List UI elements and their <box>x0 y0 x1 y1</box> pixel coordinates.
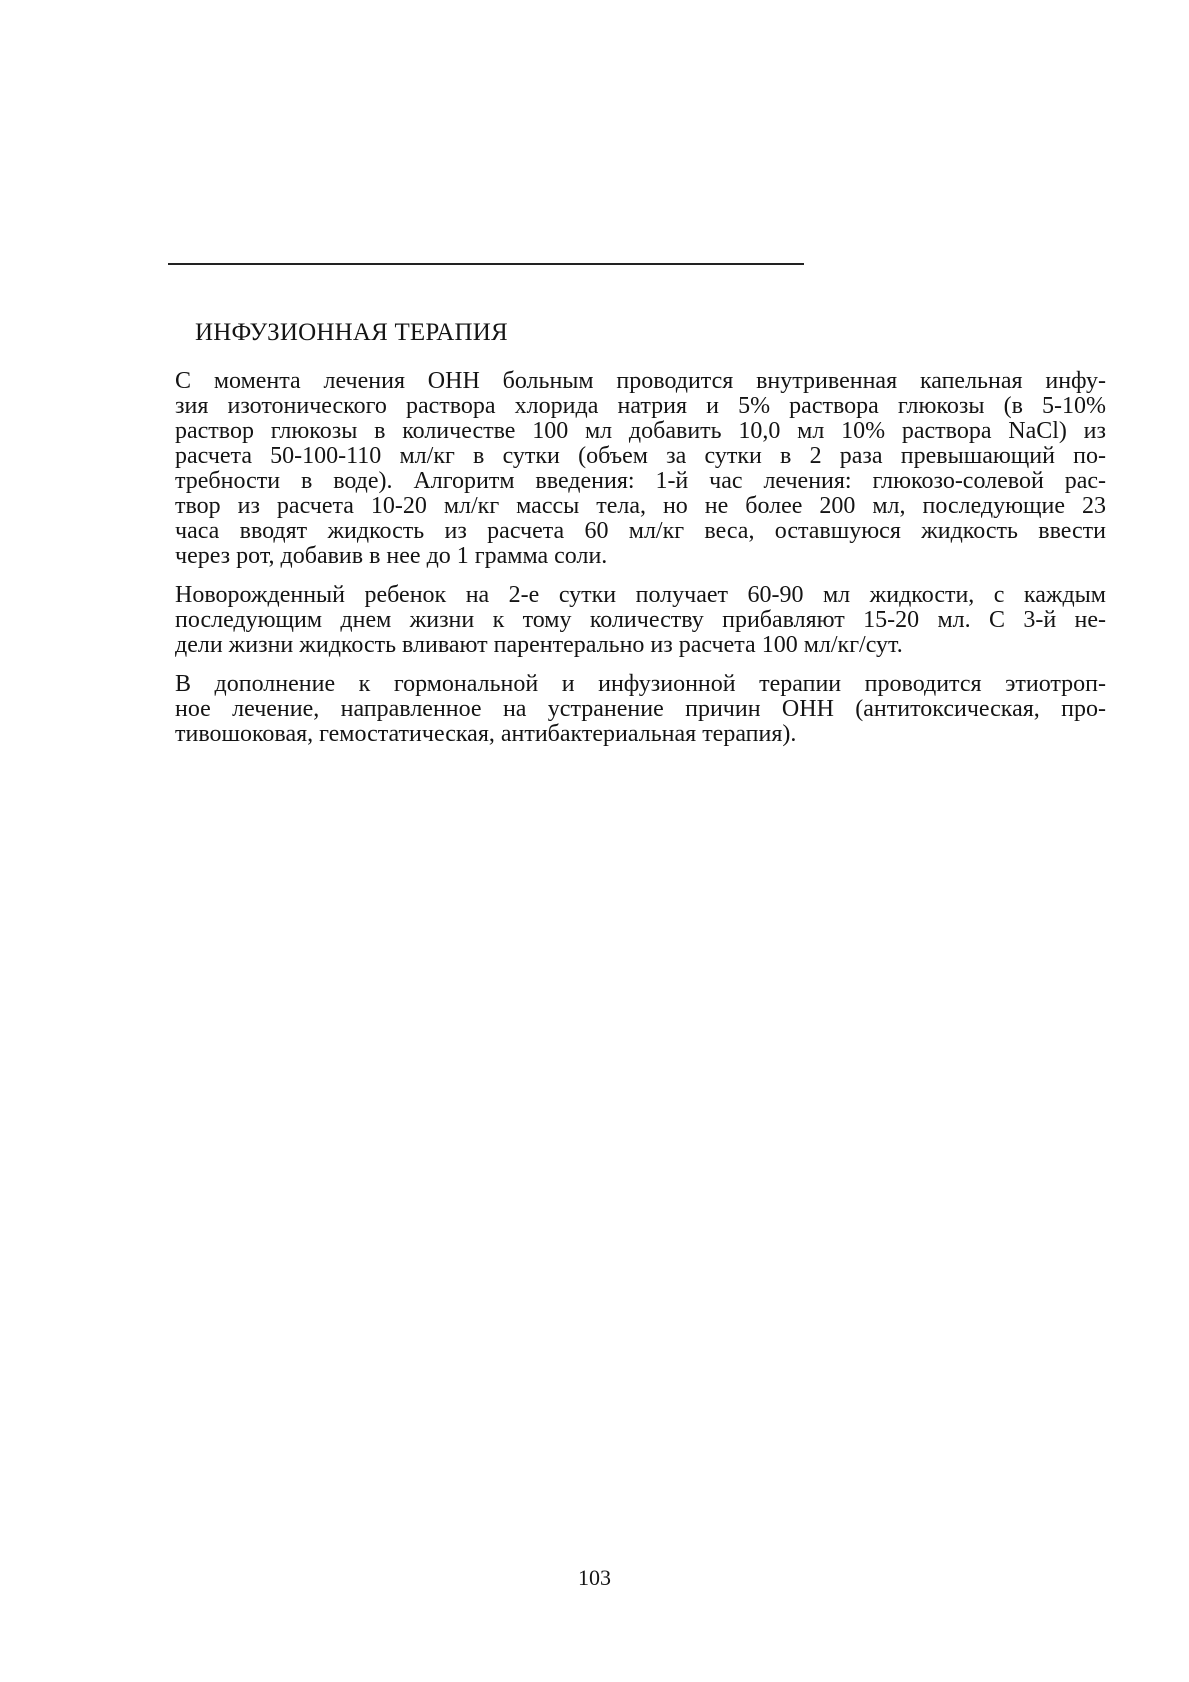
paragraph-line: С момента лечения ОНН больным проводится внутривенная капельная инфу- <box>175 368 1106 394</box>
paragraph-line: требности в воде). Алгоритм введения: 1-й час лечения: глюкозо-солевой рас- <box>175 468 1106 494</box>
page-number: 103 <box>578 1565 611 1590</box>
paragraph-line: последующим днем жизни к тому количеству прибавляют 15-20 мл. С 3-й не- <box>175 607 1106 633</box>
paragraph-line: дели жизни жидкость вливают парентерально из расчета 100 мл/кг/сут. <box>175 632 903 658</box>
paragraph-line: раствор глюкозы в количестве 100 мл добавить 10,0 мл 10% раствора NaCl) из <box>175 418 1106 444</box>
paragraph-line: расчета 50-100-110 мл/кг в сутки (объем за сутки в 2 раза превышающий по- <box>175 443 1106 469</box>
paragraph-line: часа вводят жидкость из расчета 60 мл/кг веса, оставшуюся жидкость ввести <box>175 518 1106 544</box>
header-rule <box>168 263 804 265</box>
paragraph-line: тивошоковая, гемостатическая, антибактериальная терапия). <box>175 721 797 747</box>
section-heading: ИНФУЗИОННАЯ ТЕРАПИЯ <box>195 319 508 346</box>
paragraph-line: через рот, добавив в нее до 1 грамма соли. <box>175 543 608 569</box>
paragraph-line: зия изотонического раствора хлорида натрия и 5% раствора глюкозы (в 5-10% <box>175 393 1106 419</box>
paragraph-line: В дополнение к гормональной и инфузионной терапии проводится этиотроп- <box>175 671 1106 697</box>
paragraph-line: твор из расчета 10-20 мл/кг массы тела, но не более 200 мл, последующие 23 <box>175 493 1106 519</box>
paragraph-line: ное лечение, направленное на устранение причин ОНН (антитоксическая, про- <box>175 696 1106 722</box>
paragraph-line: Новорожденный ребенок на 2-е сутки получает 60-90 мл жидкости, с каждым <box>175 582 1106 608</box>
